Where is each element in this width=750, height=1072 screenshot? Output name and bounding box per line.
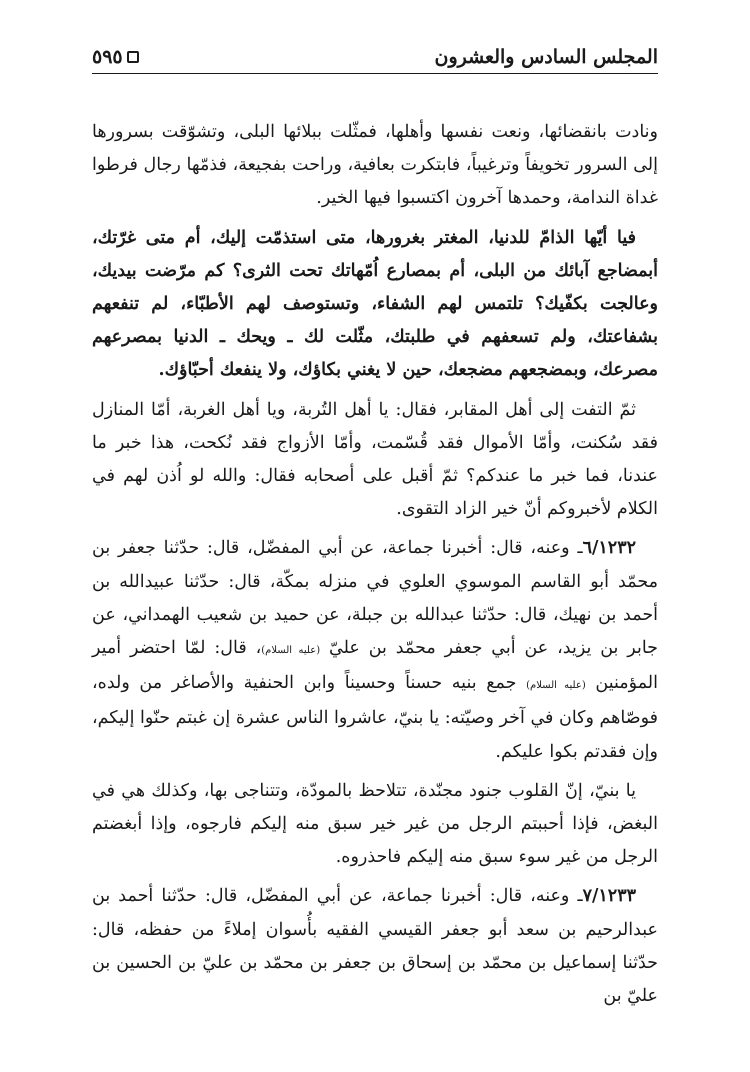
chapter-title: المجلس السادس والعشرون [434, 46, 658, 68]
hadith-1233 [92, 880, 658, 1013]
hadith-text: جمع بنيه حسناً وحسيناً وابن الحنفية والأصاغر من ولده، فوصّاهم وكان في آخر وصيّته: يا بنيّ، عاشروا الناس عشرة إن غبتم حنّوا إليكم، وإن فقدتم بكوا عليكم. [92, 673, 658, 762]
paragraph: يا بنيّ، إنّ القلوب جنود مجنّدة، تتلاحظ بالمودّة، وتتناجى بها، وكذلك هي في البغض، فإذا أحببتم الرجل من غير خير سبق منه إليكم فارجوه، وإذا أبغضتم الرجل من غير سوء سبق منه إليكم فاحذروه. [92, 780, 658, 868]
page-header [92, 38, 658, 74]
honorific: (عليه السلام) [261, 645, 321, 657]
hadith-1232 [92, 532, 658, 768]
square-ornament-icon [127, 51, 139, 63]
page-number-block [92, 46, 139, 68]
honorific: (عليه السلام) [526, 680, 586, 692]
paragraph: ونادت بانقضائها، ونعت نفسها وأهلها، فمثّلت ببلائها البلى، وتشوّقت بسرورها إلى السرور تخويفاً وترغيباً، فابتكرت بعافية، وراحت بفجيعة، فذمّها رجال فرطوا غداة الندامة، وحمدها آخرون اكتسبوا فيها الخير. [92, 122, 658, 209]
hadith-text: ـ وعنه، قال: أخبرنا جماعة، عن أبي المفضّل، قال: حدّثنا جعفر بن محمّد أبو القاسم الموسوي العلوي في منزله بمكّة، قال: حدّثنا عبيدالله بن أحمد بن نهيك، قال: حدّثنا عبدالله بن جبلة، عن حميد بن شعيب الهمداني، عن جابر بن يزيد، عن أبي جعفر محمّد بن عليّ [92, 538, 658, 659]
hadith-text: ، قال: لمّا احتضر أمير المؤمنين [92, 638, 658, 694]
hadith-number: ٦/١٢٣٢ [582, 538, 636, 559]
paragraph: ثمّ التفت إلى أهل المقابر، فقال: يا أهل التُربة، ويا أهل الغربة، أمّا المنازل فقد سُكنت، وأمّا الأموال فقد قُسّمت، وأمّا الأزواج فقد نُكحت، هذا خبر ما عندنا، فما خبر ما عندكم؟ ثمّ أقبل على أصحابه فقال: والله لو اُذن لهم في الكلام لأخبروكم أنّ خير الزاد التقوى. [92, 399, 658, 520]
page-body [92, 116, 658, 1019]
hadith-number: ٧/١٢٣٣ [582, 886, 636, 907]
header-divider [92, 73, 658, 74]
hadith-text: ـ وعنه، قال: أخبرنا جماعة، عن أبي المفضّل، قال: حدّثنا أحمد بن عبدالرحيم بن سعد أبو جعفر القيسي الفقيه بأُسوان إملاءً من حفظه، قال: حدّثنا إسماعيل بن محمّد بن إسحاق بن جعفر بن محمّد بن عليّ بن الحسين بن عليّ بن [92, 886, 658, 1007]
page-number: ٥٩٥ [92, 46, 123, 68]
paragraph: فيا أيّها الذامّ للدنيا، المغتر بغرورها، متى استذمّت إليك، أم متى غرّتك، أبمضاجع آبائك من البلى، أم بمصارع اُمّهاتك تحت الثرى؟ كم مرّضت بيديك، وعالجت بكفّيك؟ تلتمس لهم الشفاء، وتستوصف لهم الأطبّاء، لم تنفعهم بشفاعتك، ولم تسعفهم في طلبتك، مثّلت لك ـ ويحك ـ الدنيا بمصرعهم مصرعك، وبمضجعهم مضجعك، حين لا يغني بكاؤك، ولا ينفعك أحبّاؤك. [92, 227, 658, 381]
